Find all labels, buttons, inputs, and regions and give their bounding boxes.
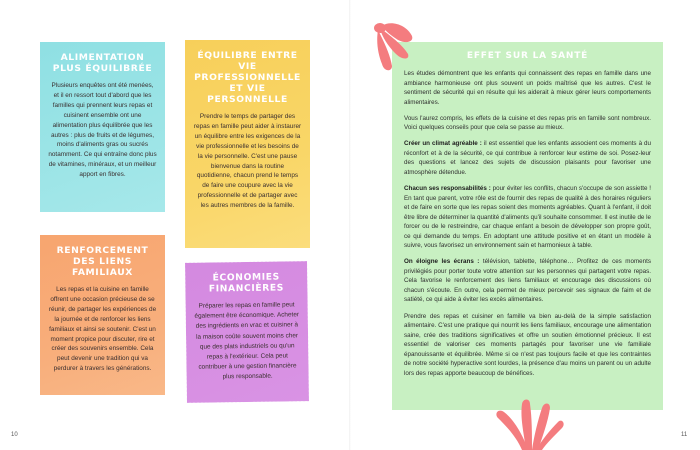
paragraph-text: Vous l'aurez compris, les effets de la cuisine et des repas pris en famille sont nombreux. Voici quelques conseils pour que cela se passe au mieux. [404,114,651,132]
paragraph-text: Prendre des repas et cuisiner en famille va bien au-delà de la simple satisfaction alimentaire. C'est une pratique qui nourrit les liens familiaux, encourage une alimentation saine, crée des traditions significatives et offre un soutien émotionnel précieux. Il est essentiel de valoriser ces moments partagés pour favoriser une vie familiale épanouissante et équilibrée. Même si ce n'est pas toujours facile et que les contraintes de notre société hyperactive sont lourdes, la présence d'au moins un parent ou un adulte lors des repas apporte beaucoup de bénéfices. [404,312,651,377]
card-liens-familiaux [40,235,165,395]
panel-paragraph [404,184,651,251]
card-body: Prendre le temps de partager des repas en famille peut aider à instaurer un équilibre entre les exigences de la vie professionnelle et les besoins de la vie personnelle. C'est une pause bienvenue dans la routine quotidienne, chacun prend le temps de faire une coupure avec la vie professionnelle et de partager avec les autres membres de la famille. [193,113,302,210]
paragraph-text: pour éviter les conflits, chacun s'occupe de son assiette ! En tant que parent, votre rôle est de fournir des repas de qualité à des horaires réguliers et de faire en sorte que les repas soient des moments agréables. Quant à l'enfant, il doit être libre de déterminer la quantité d'aliments qu'il souhaite consommer. Il est inutile de le forcer ou de le restreindre, car chaque enfant a besoin de développer son propre goût, ce qui demande du temps. En adoptant une attitude positive et en étant un modèle à suivre, vous favorisez un environnement sain et harmonieux à table. [404,184,651,250]
card-title: ALIMENTATION PLUS ÉQUILIBRÉE [52,52,153,74]
paragraph-lead: On éloigne les écrans : [404,258,480,266]
panel-paragraph [404,312,651,379]
panel-paragraph [404,139,651,177]
page-number-right: 11 [681,432,688,438]
paragraph-text: Les études démontrent que les enfants qui connaissent des repas en famille dans une ambiance harmonieuse ont plus souvent un poids maîtrisé que les autres. C'est le sentiment de sécurité qui en résulte qui les aiderait à mieux gérer leurs comportements alimentaires. [404,70,651,106]
coral-leaf-icon [368,14,430,76]
card-title: ÉCONOMIES FINANCIÈRES [208,271,285,295]
card-title: ÉQUILIBRE ENTRE VIE PROFESSIONNELLE ET VIE PERSONNELLE [194,50,301,105]
paragraph-text: télévision, tablette, téléphone… Profitez de ces moments privilégiés pour porter toute votre attention sur les personnes qui partagent votre repas. Cela favorise le renforcement des liens familiaux et encourage des discussions où chacun s'écoute. En outre, cela permet de mieux percevoir ses signaux de faim et de satiété, ce qui aide à éviter les excès alimentaires. [404,258,651,304]
paragraph-text: il est essentiel que les enfants associent ces moments à du réconfort et à de la sécurité, ce qui contribue à renforcer leur estime de soi. Posez-leur des questions et lancez des sujets de discussion plaisants pour favoriser une atmosphère détendue. [404,140,652,176]
page-number-left: 10 [11,432,18,438]
card-equilibre-vie [185,40,310,248]
card-body: Les repas et la cuisine en famille offrent une occasion précieuse de se réunir, de partager les expériences de la journée et de renforcer les liens familiaux et ainsi se soutenir. C'est un moment propice pour discuter, rire et créer des souvenirs ensemble. Cela peut devenir une tradition qui va perdurer à travers les générations. [48,286,157,373]
coral-hand-leaf-icon [492,398,572,450]
paragraph-lead: Créer un climat agréable : [404,140,482,148]
panel-paragraph [404,114,651,133]
page-gutter [349,0,351,450]
panel-paragraph [404,257,651,305]
card-title: RENFORCEMENT DES LIENS FAMILIAUX [56,245,149,278]
panel-effet-sante [392,42,663,410]
card-alimentation [40,42,165,212]
card-economies [185,261,309,403]
panel-paragraph [404,69,651,107]
paragraph-lead: Chacun ses responsabilités : [404,184,491,192]
card-body: Préparer les repas en famille peut également être économique. Acheter des ingrédients en vrac et cuisiner à la maison coûte souvent moins cher que des plats industriels ou qu'un repas à l'extérieur. Cela peut contribuer à une gestion financière plus responsable. [194,301,300,381]
card-body: Plusieurs enquêtes ont été menées, et il en ressort tout d'abord que les familles qui prennent leurs repas et cuisinent ensemble ont une alimentation plus équilibrée que les autres : plus de fruits et de légumes, moins d'aliments gras ou sucrés notamment. Ce qui entraîne donc plus de vitamines, minéraux, et un meilleur apport en fibres. [48,82,157,179]
panel-title: EFFET SUR LA SANTÉ [466,51,589,61]
